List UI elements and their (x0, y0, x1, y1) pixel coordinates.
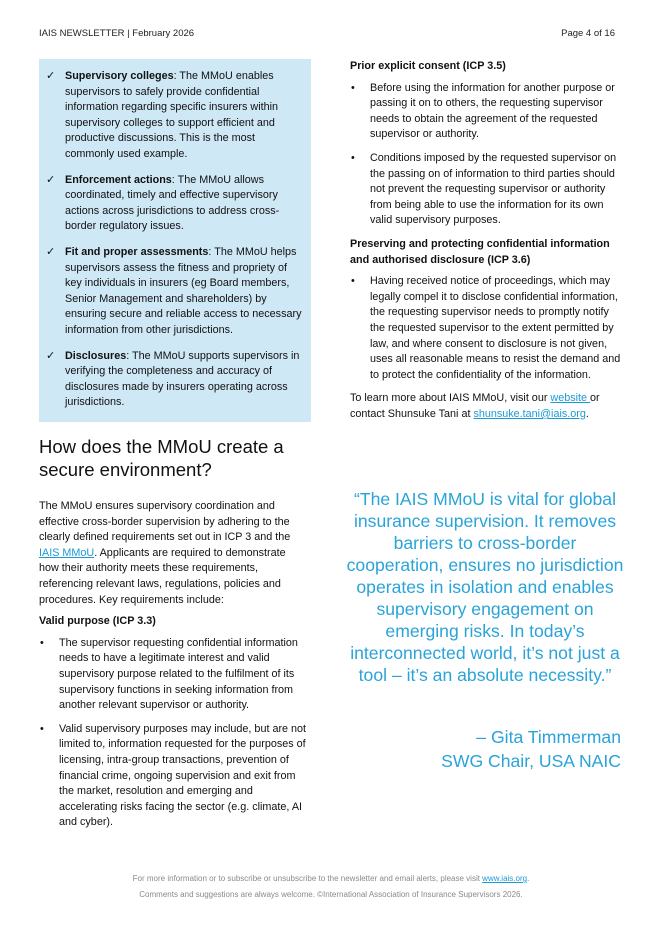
bullet-text: Valid supervisory purposes may include, but are not limited to, information requested for the purposes of licensing, intra-group transactions, prevention of financial crime, ongoing supervision and exit from the market, resolution and emerging and accelerating risks facing the sector (e.g. climate, AI and cyber). (59, 722, 307, 829)
intro-paragraph (39, 499, 307, 608)
valid-purpose-heading: Valid purpose (ICP 3.3) (39, 615, 156, 628)
bullet-text: Conditions imposed by the requested supervisor on the passing on of information to third parties should not prevent the requesting supervisor or authority from being able to use the information for its own valid supervisory purposes. (370, 151, 617, 227)
iais-website-link[interactable]: www.iais.org (482, 874, 528, 883)
email-link[interactable]: shunsuke.tani@iais.org (473, 407, 586, 420)
intro-text: The MMoU ensures supervisory coordination and effective cross-border supervision by adhering to the clearly defined requirements set out in ICP 3 and the (39, 500, 291, 544)
prior-consent-heading: Prior explicit consent (ICP 3.5) (350, 60, 506, 72)
footer-line (0, 874, 662, 883)
item-term: Enforcement actions (65, 173, 172, 186)
list-item (350, 81, 622, 143)
list-item (46, 69, 303, 163)
bullet-text: Before using the information for another purpose or passing it on to others, the requesting supervisor needs to obtain the agreement of the requested supervisor or authority. (370, 81, 615, 141)
use-cases-box (39, 59, 311, 422)
footer-text: For more information or to subscribe or unsubscribe to the newsletter and email alerts, please visit (132, 874, 483, 883)
item-term: Fit and proper assessments (65, 245, 209, 258)
list-item (350, 151, 622, 229)
left-column (39, 499, 307, 839)
bullet-text: Having received notice of proceedings, which may legally compel it to disclose confidential information, the requesting supervisor needs to promptly notify the requested supervisor to the extent permitted by law, and where consent to disclosure is not given, uses all reasonable means to resist the demand and to protect the confidentiality of the information. (370, 275, 621, 381)
checkmark-icon: ✓ (46, 173, 56, 186)
bullet-icon: • (351, 81, 355, 94)
checkmark-icon: ✓ (46, 245, 56, 258)
list-item (46, 245, 303, 339)
intro-text: . Applicants are required to demonstrate how their authority meets these requirements, referencing relevant laws, regulations, policies and procedures. Key requirements include: (39, 546, 286, 606)
learn-more-text: or contact Shunsuke Tani at (350, 392, 600, 420)
page-number: Page 4 of 16 (561, 28, 615, 39)
preserving-heading: Preserving and protecting confidential information and authorised disclosure (ICP 3.6) (350, 237, 610, 266)
newsletter-header: IAIS NEWSLETTER | February 2026 (39, 28, 195, 39)
item-text: : The MMoU enables supervisors to safely provide confidential information regarding specific insurers within supervisory colleges to support efficient and productive discussions. This is the most commonly used example. (65, 70, 279, 160)
section-heading: How does the MMoU create a secure environment? (39, 436, 284, 480)
list-item (46, 349, 303, 411)
bullet-icon: • (351, 151, 355, 164)
pull-quote: “The IAIS MMoU is vital for global insurance supervision. It removes barriers to cross-border cooperation, ensures no jurisdiction operates in isolation and enables supervisory engagement on emerging risks. In today’s interconnected world, it’s not just a tool – it’s an absolute necessity.” (346, 489, 624, 685)
learn-more-text: . (585, 407, 589, 420)
bullet-icon: • (40, 636, 44, 649)
bullet-icon: • (351, 275, 355, 288)
item-text: : The MMoU supports supervisors in verifying the completeness and accuracy of disclosures made by insurers operating across jurisdictions. (65, 349, 300, 409)
website-link[interactable]: website (550, 392, 591, 405)
quote-role: SWG Chair, USA NAIC (441, 751, 621, 771)
quote-attribution (441, 725, 621, 773)
iais-mmou-link[interactable]: IAIS MMoU (39, 546, 95, 559)
quote-author: – Gita Timmerman (476, 727, 621, 747)
footer-copyright: Comments and suggestions are always welcome. ©International Association of Insurance Supervisors 2026. (139, 890, 523, 899)
list-item (39, 722, 307, 831)
item-text: : The MMoU allows coordinated, timely and effective supervisory actions across jurisdictions to address cross-border regulatory issues. (65, 173, 280, 233)
bullet-icon: • (40, 722, 44, 735)
learn-more-paragraph (350, 391, 622, 422)
right-column (350, 59, 622, 422)
list-item (350, 274, 622, 383)
item-term: Disclosures (65, 349, 127, 362)
footer-text: . (527, 874, 530, 883)
checkmark-icon: ✓ (46, 349, 56, 362)
checkmark-icon: ✓ (46, 70, 56, 82)
item-term: Supervisory colleges (65, 70, 174, 82)
bullet-text: The supervisor requesting confidential information needs to have a legitimate interest and valid supervisory purpose related to the fulfilment of its supervisory functions in seeking information from another relevant supervisor or authority. (59, 636, 298, 712)
list-item (39, 636, 307, 714)
list-item (46, 173, 303, 235)
learn-more-text: To learn more about IAIS MMoU, visit our (350, 392, 551, 405)
item-text: : The MMoU helps supervisors assess the fitness and propriety of key individuals in insurers (eg Board members, Senior Management and shareholders) by ensuring secure and reliable access to necessary information from other jurisdictions. (65, 245, 302, 336)
